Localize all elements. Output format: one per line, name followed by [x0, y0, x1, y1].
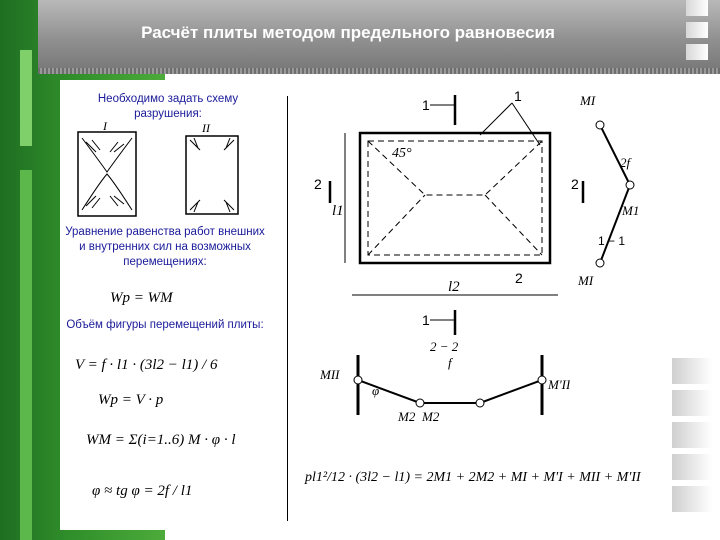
label-section-1-bottom: 1 — [422, 312, 430, 328]
section-2-2-diagram — [320, 345, 570, 435]
label-2-left: 2 — [314, 176, 322, 192]
label-MI-bottom: MI — [578, 273, 594, 288]
label-l1: l1 — [332, 203, 344, 219]
label-MI-top: MI — [580, 93, 596, 108]
label-section-2-2: 2 − 2 — [430, 339, 459, 354]
text-work-equation: Уравнение равенства работ внешних и внутренних сил на возможных перемещениях: — [65, 226, 265, 268]
label-M1-side: M1 — [622, 203, 640, 218]
label-1: 1 — [514, 88, 522, 104]
decor-stripe-1 — [20, 50, 32, 146]
label-45deg: 45° — [392, 146, 412, 161]
slab-plan-diagram — [300, 85, 640, 385]
main-equation: pl1²/12 · (3l2 − l1) = 2M1 + 2M2 + MI + M'I + MII + M'II — [305, 470, 641, 485]
label-M2-b: M2 — [422, 409, 440, 424]
formula-wm-sum: WM = Σ(i=1..6) M · φ · l — [86, 432, 236, 448]
failure-schemes-figure — [70, 122, 270, 222]
label-section-1-1: 1 − 1 — [598, 234, 626, 248]
text-failure-scheme: Необходимо задать схему разрушения: — [97, 93, 239, 120]
label-M2-a: M2 — [398, 409, 416, 424]
label-2f: 2f — [620, 155, 631, 170]
label-scheme-II: II — [202, 122, 210, 135]
formula-volume: V = f · l1 · (3l2 − l1) / 6 — [75, 357, 218, 373]
formula-phi: φ ≈ tg φ = 2f / l1 — [92, 483, 193, 499]
label-f: f — [448, 355, 452, 370]
formula-wp: Wp = V · p — [98, 392, 164, 408]
label-2-bottom: 2 — [515, 270, 523, 286]
label-l2: l2 — [448, 279, 460, 295]
decor-stripe-2 — [20, 170, 32, 540]
formula-work-equality: Wp = WM — [110, 290, 173, 306]
label-MII-right: M'II — [548, 377, 570, 392]
text-volume: Объём фигуры перемещений плиты: — [66, 319, 264, 331]
corner-decoration — [686, 0, 712, 66]
label-2-right: 2 — [571, 176, 579, 192]
label-MII-left: MII — [320, 367, 340, 382]
label-section-1-top: 1 — [422, 97, 430, 113]
vertical-divider — [287, 96, 288, 521]
label-scheme-I: I — [103, 122, 107, 133]
label-phi: φ — [372, 383, 380, 398]
slide-title: Расчёт плиты методом предельного равновесия — [141, 23, 555, 42]
right-decoration — [672, 358, 712, 518]
